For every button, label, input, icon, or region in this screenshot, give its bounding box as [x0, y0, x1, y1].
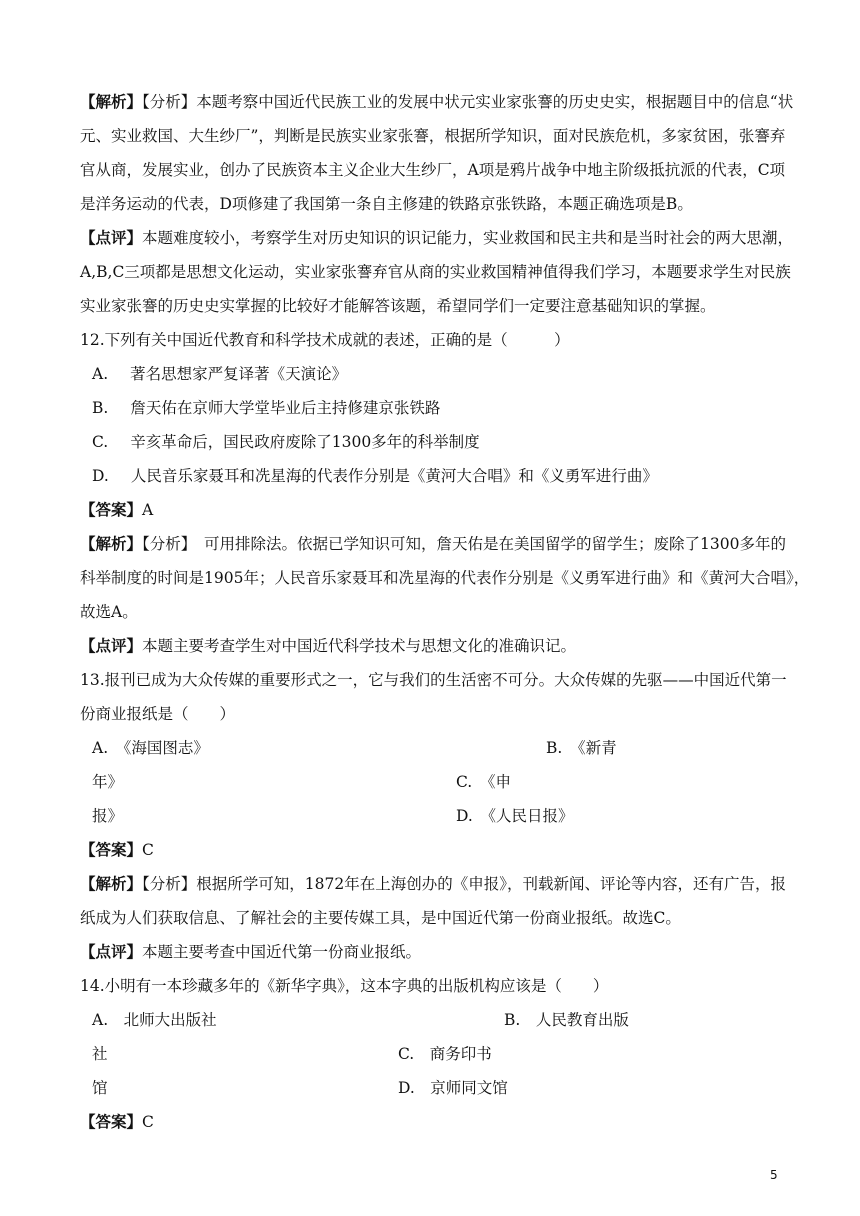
q13-analysis-line-1: 【解析】【分析】根据所学可知，1872年在上海创办的《申报》，刊载新闻、评论等内容，还有广告，报: [80, 874, 786, 893]
q14-option-b-continued: 社: [92, 1045, 108, 1063]
q13-option-b: B. 《新青: [546, 739, 617, 757]
q12-option-d: D. 人民音乐家聂耳和冼星海的代表作分别是《黄河大合唱》和《义勇军进行曲》: [92, 467, 658, 485]
q14-option-d: D. 京师同文馆: [398, 1079, 508, 1097]
q11-analysis-line-1: 【解析】【分析】本题考察中国近代民族工业的发展中状元实业家张謇的历史史实，根据题目中的信息“状: [80, 92, 794, 111]
q13-stem-line-1: 13.报刊已成为大众传媒的重要形式之一，它与我们的生活密不可分。大众传媒的先驱——中国近代第一: [80, 671, 787, 689]
q14-option-b: B. 人民教育出版: [504, 1011, 629, 1029]
comment-tag: 【点评】: [80, 228, 143, 247]
q13-option-b-continued: 年》: [92, 773, 124, 791]
q12-answer: 【答案】A: [80, 500, 154, 519]
q12-analysis-line-1: 【解析】【分析】 可用排除法。依据已学知识可知，詹天佑是在美国留学的留学生；废除了1300多年的: [80, 534, 786, 553]
q12-option-b: B. 詹天佑在京师大学堂毕业后主持修建京张铁路: [92, 399, 441, 417]
q13-answer: 【答案】C: [80, 840, 154, 859]
q14-answer: 【答案】C: [80, 1112, 154, 1131]
q14-option-c-continued: 馆: [92, 1079, 108, 1097]
analysis-tag: 【解析】: [80, 92, 143, 111]
q12-option-c: C. 辛亥革命后，国民政府废除了1300多年的科举制度: [92, 433, 480, 451]
q13-analysis-line-2: 纸成为人们获取信息、了解社会的主要传媒工具，是中国近代第一份商业报纸。故选C。: [80, 909, 681, 927]
q11-analysis-line-3: 官从商，发展实业，创办了民族资本主义企业大生纱厂，A项是鸦片战争中地主阶级抵抗派的代表，C项: [80, 161, 786, 179]
q13-option-c: C. 《申: [456, 773, 511, 791]
q11-comment-line-3: 实业家张謇的历史史实掌握的比较好才能解答该题，希望同学们一定要注意基础知识的掌握。: [80, 297, 716, 315]
q14-stem: 14.小明有一本珍藏多年的《新华字典》，这本字典的出版机构应该是（ ）: [80, 977, 609, 995]
q11-comment-line-1: 【点评】本题难度较小，考察学生对历史知识的识记能力，实业救国和民主共和是当时社会的两大思潮，: [80, 228, 794, 247]
q12-analysis-line-3: 故选A。: [80, 603, 138, 621]
q13-option-d: D. 《人民日报》: [456, 807, 574, 825]
q12-option-a: A. 著名思想家严复译著《天演论》: [92, 365, 348, 383]
page-number: 5: [770, 1168, 778, 1182]
q13-stem-line-2: 份商业报纸是（ ）: [80, 705, 236, 723]
q11-analysis-line-2: 元、实业救国、大生纱厂”，判断是民族实业家张謇，根据所学知识，面对民族危机，多家贫困，张謇弃: [80, 127, 786, 145]
q11-analysis-line-4: 是洋务运动的代表，D项修建了我国第一条自主修建的铁路京张铁路，本题正确选项是B。: [80, 195, 693, 213]
q14-option-c: C. 商务印书: [398, 1045, 492, 1063]
q12-stem: 12.下列有关中国近代教育和科学技术成就的表述，正确的是（ ）: [80, 331, 570, 349]
q14-option-a: A. 北师大出版社: [92, 1011, 217, 1029]
q12-comment: 【点评】本题主要考查学生对中国近代科学技术与思想文化的准确识记。: [80, 636, 577, 655]
q13-option-a: A. 《海国图志》: [92, 739, 209, 757]
q12-analysis-line-2: 科举制度的时间是1905年；人民音乐家聂耳和冼星海的代表作分别是《义勇军进行曲》和《黄河大合唱》，: [80, 569, 810, 587]
q13-comment: 【点评】本题主要考查中国近代第一份商业报纸。: [80, 942, 422, 961]
q11-comment-line-2: A,B,C三项都是思想文化运动，实业家张謇弃官从商的实业救国精神值得我们学习，本题要求学生对民族: [80, 263, 791, 281]
q13-option-c-continued: 报》: [92, 807, 124, 825]
